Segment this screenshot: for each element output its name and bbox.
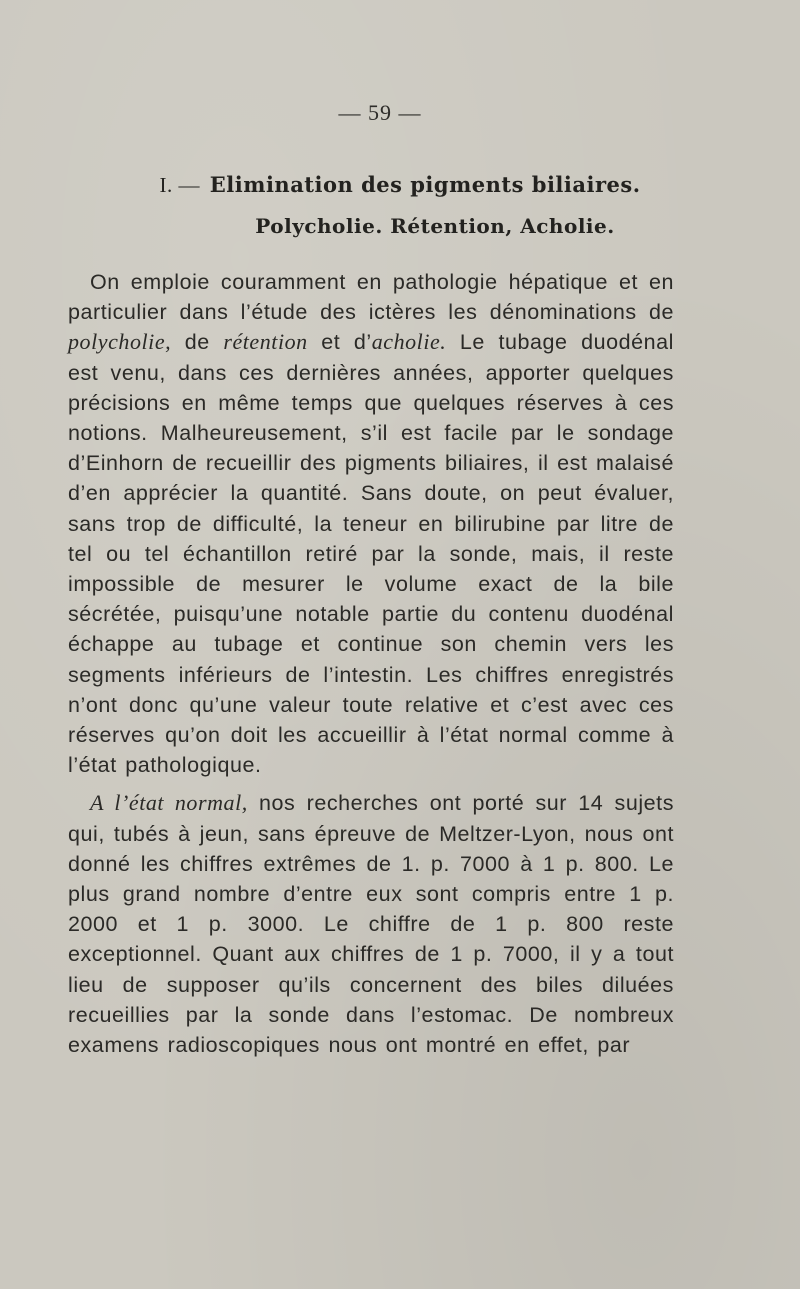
section-title-line-1 [0,172,800,198]
p2-lead-italic: A l’état normal, [90,790,248,816]
term-polycholie: polycholie, [68,329,172,355]
paragraph-1 [68,267,674,780]
p1-text-1: On emploie couramment en pathologie hépatique et en particulier dans l’étude des ictères les dénominations de [68,270,674,325]
section-title-line-2: Polycholie. Rétention, Acholie. [255,214,615,238]
p1-text-3: et d’ [307,330,372,355]
section-number: I. — [159,173,200,197]
p1-text-4: Le tubage duodénal est venu, dans ces dernières années, apporter quelques précisions en même temps que quelques réserves à ces notions. Malheureusement, s’il est facile par le sondage d’Einhorn de recueillir des pigments biliaires, il est malaisé d’en apprécier la quantité. Sans doute, on peut évaluer, sans trop de difficulté, la teneur en bilirubine par litre de tel ou tel échantillon retiré par la sonde, mais, il reste impossible de mesurer le volume exact de la bile sécrétée, puisqu’une notable partie du contenu duodénal échappe au tubage et continue son chemin vers les segments inférieurs de l’intestin. Les chiffres enregistrés n’ont donc qu’une valeur toute relative et c’est avec ces réserves qu’on doit les accueillir à l’état normal comme à l’état pathologique. [68,330,674,778]
section-title-text: Elimination des pigments biliaires. [209,172,641,197]
body-text [68,267,674,1060]
p2-text-1: nos recherches ont porté sur 14 sujets qui, tubés à jeun, sans épreuve de Meltzer-Lyon, nous ont donné les chiffres extrêmes de 1. p. 7000 à 1 p. 800. Le plus grand nombre d’entre eux sont compris entre 1 p. 2000 et 1 p. 3000. Le chiffre de 1 p. 800 reste exceptionnel. Quant aux chiffres de 1 p. 7000, il y a tout lieu de supposer qu’ils concernent des biles diluées recueillies par la sonde dans l’estomac. De nombreux examens radioscopiques nous ont montré en effet, par [68,791,674,1058]
page-number: — 59 — [338,100,422,125]
term-retention: rétention [223,329,308,355]
p1-text-2: de [171,330,224,355]
term-acholie: acholie. [371,329,447,355]
paragraph-2 [68,788,674,1060]
